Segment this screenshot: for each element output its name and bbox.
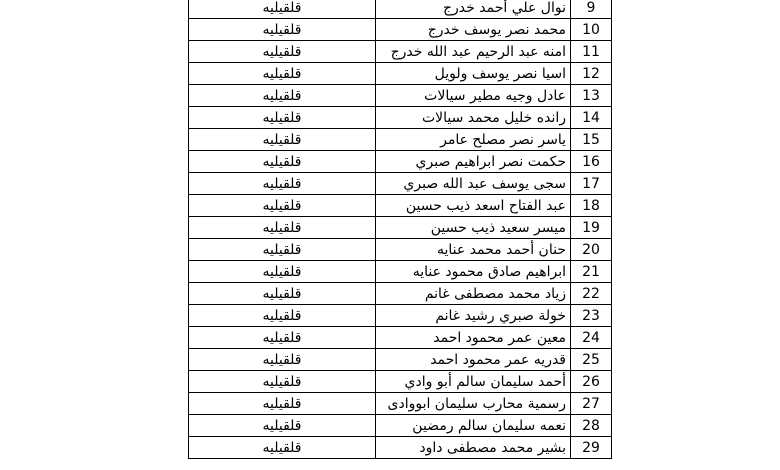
- town-cell: قلقيليه: [189, 41, 376, 63]
- name-cell: امنه عبد الرحيم عبد الله خدرج: [376, 41, 571, 63]
- number-cell: 26: [571, 371, 612, 393]
- number-cell: 24: [571, 327, 612, 349]
- number-cell: 9: [571, 0, 612, 19]
- name-cell: بشير محمد مصطفى داود: [376, 437, 571, 459]
- town-cell: قلقيليه: [189, 349, 376, 371]
- table-row: [189, 129, 612, 151]
- name-cell: رسمية محارب سليمان ابووادى: [376, 393, 571, 415]
- names-table-body: [189, 0, 612, 459]
- number-cell: 14: [571, 107, 612, 129]
- town-cell: قلقيليه: [189, 0, 376, 19]
- number-cell: 10: [571, 19, 612, 41]
- name-cell: ياسر نصر مصلح عامر: [376, 129, 571, 151]
- table-row: [189, 41, 612, 63]
- table-row: [189, 173, 612, 195]
- town-cell: قلقيليه: [189, 107, 376, 129]
- town-cell: قلقيليه: [189, 261, 376, 283]
- town-cell: قلقيليه: [189, 63, 376, 85]
- name-cell: رانده خليل محمد سيالات: [376, 107, 571, 129]
- name-cell: ميسر سعيد ذيب حسين: [376, 217, 571, 239]
- number-cell: 21: [571, 261, 612, 283]
- name-cell: محمد نصر يوسف خدرج: [376, 19, 571, 41]
- table-row: [189, 63, 612, 85]
- table-row: [189, 0, 612, 19]
- name-cell: سجى يوسف عبد الله صبري: [376, 173, 571, 195]
- name-cell: ابراهيم صادق محمود عنايه: [376, 261, 571, 283]
- table-row: [189, 195, 612, 217]
- town-cell: قلقيليه: [189, 437, 376, 459]
- town-cell: قلقيليه: [189, 129, 376, 151]
- name-cell: نعمه سليمان سالم رمضين: [376, 415, 571, 437]
- town-cell: قلقيليه: [189, 151, 376, 173]
- name-cell: اسيا نصر يوسف ولويل: [376, 63, 571, 85]
- town-cell: قلقيليه: [189, 173, 376, 195]
- town-cell: قلقيليه: [189, 327, 376, 349]
- table-row: [189, 19, 612, 41]
- table-row: [189, 217, 612, 239]
- name-cell: معين عمر محمود احمد: [376, 327, 571, 349]
- table-row: [189, 371, 612, 393]
- table-row: [189, 437, 612, 459]
- names-table: [188, 0, 612, 459]
- number-cell: 22: [571, 283, 612, 305]
- name-cell: أحمد سليمان سالم أبو وادي: [376, 371, 571, 393]
- number-cell: 11: [571, 41, 612, 63]
- number-cell: 27: [571, 393, 612, 415]
- table-row: [189, 151, 612, 173]
- name-cell: قدريه عمر محمود احمد: [376, 349, 571, 371]
- town-cell: قلقيليه: [189, 195, 376, 217]
- table-row: [189, 107, 612, 129]
- table-row: [189, 85, 612, 107]
- number-cell: 20: [571, 239, 612, 261]
- name-cell: عبد الفتاح اسعد ذيب حسين: [376, 195, 571, 217]
- town-cell: قلقيليه: [189, 19, 376, 41]
- town-cell: قلقيليه: [189, 305, 376, 327]
- table-row: [189, 349, 612, 371]
- town-cell: قلقيليه: [189, 371, 376, 393]
- table-row: [189, 327, 612, 349]
- name-cell: عادل وجيه مطير سيالات: [376, 85, 571, 107]
- number-cell: 15: [571, 129, 612, 151]
- town-cell: قلقيليه: [189, 415, 376, 437]
- table-row: [189, 393, 612, 415]
- number-cell: 13: [571, 85, 612, 107]
- town-cell: قلقيليه: [189, 85, 376, 107]
- table-row: [189, 415, 612, 437]
- number-cell: 17: [571, 173, 612, 195]
- number-cell: 12: [571, 63, 612, 85]
- number-cell: 23: [571, 305, 612, 327]
- number-cell: 29: [571, 437, 612, 459]
- name-cell: حكمت نصر ابراهيم صبري: [376, 151, 571, 173]
- table-row: [189, 239, 612, 261]
- name-cell: زياد محمد مصطفى غانم: [376, 283, 571, 305]
- number-cell: 16: [571, 151, 612, 173]
- name-cell: خولة صبري رشيد غانم: [376, 305, 571, 327]
- table-row: [189, 261, 612, 283]
- town-cell: قلقيليه: [189, 283, 376, 305]
- table-row: [189, 283, 612, 305]
- number-cell: 25: [571, 349, 612, 371]
- name-cell: حنان أحمد محمد عنايه: [376, 239, 571, 261]
- number-cell: 18: [571, 195, 612, 217]
- number-cell: 28: [571, 415, 612, 437]
- town-cell: قلقيليه: [189, 217, 376, 239]
- table-row: [189, 305, 612, 327]
- name-cell: نوال علي أحمد خدرج: [376, 0, 571, 19]
- number-cell: 19: [571, 217, 612, 239]
- town-cell: قلقيليه: [189, 393, 376, 415]
- town-cell: قلقيليه: [189, 239, 376, 261]
